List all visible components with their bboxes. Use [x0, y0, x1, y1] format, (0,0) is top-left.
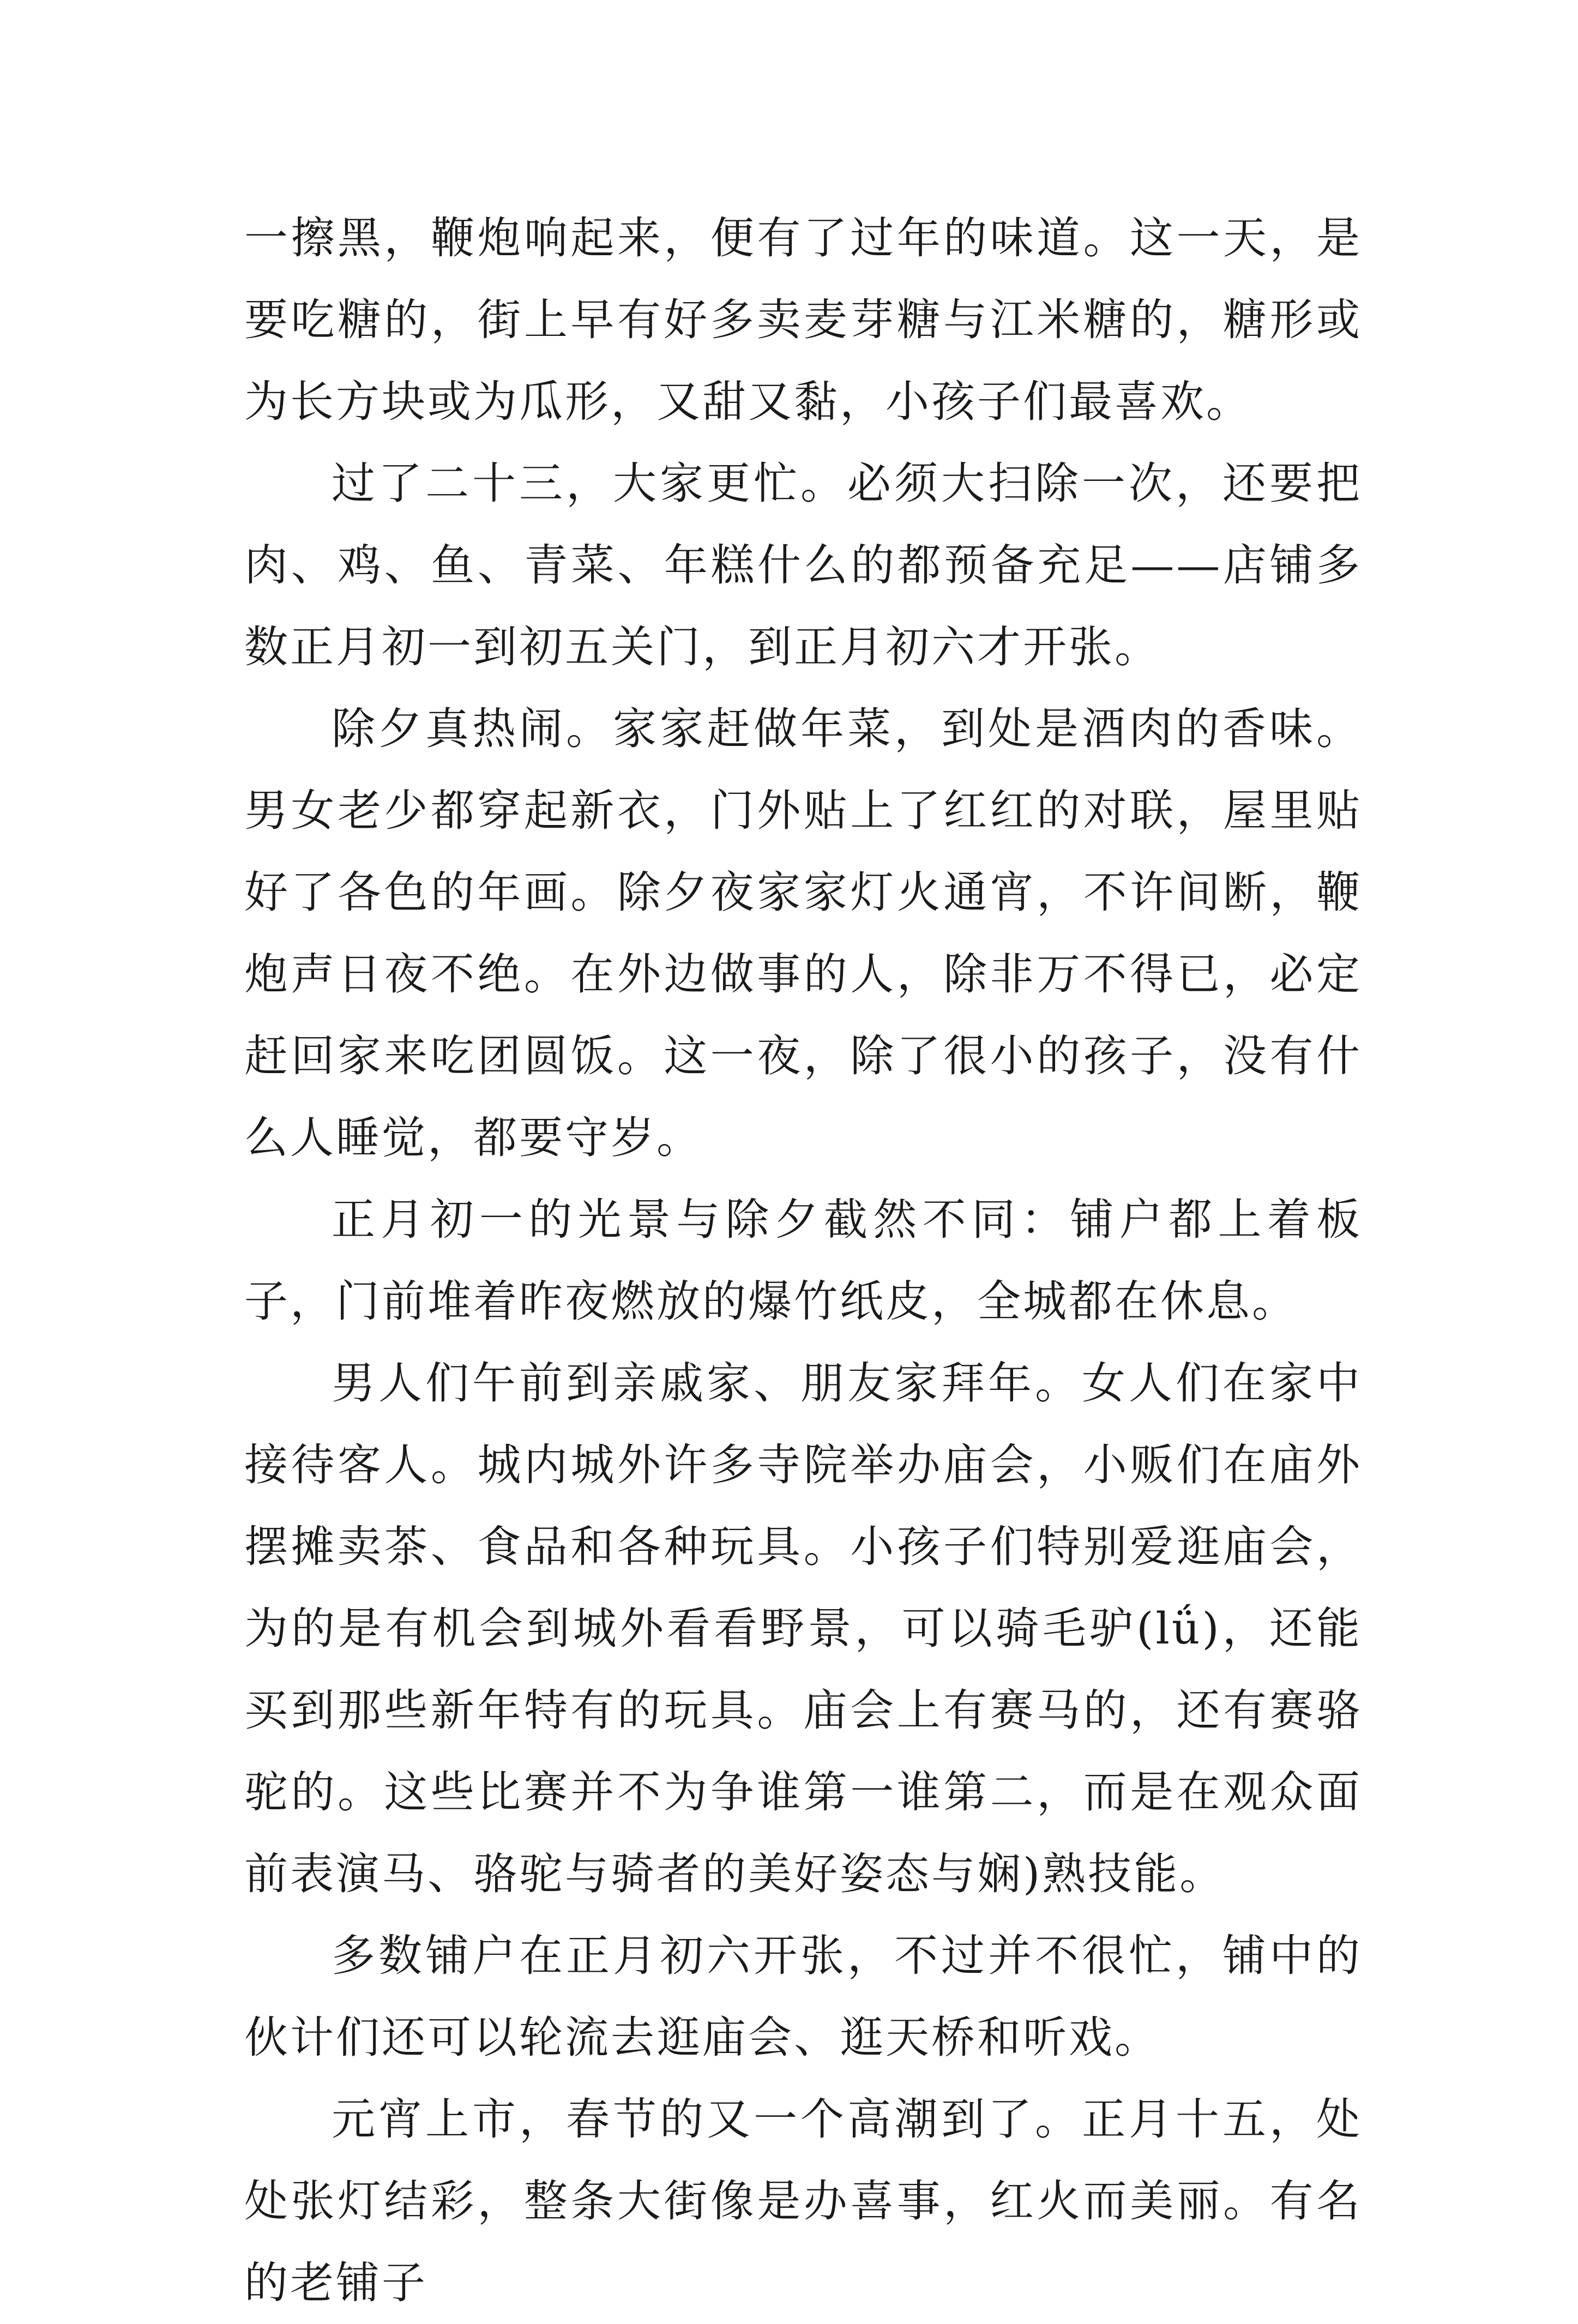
paragraph-5: 男人们午前到亲戚家、朋友家拜年。女人们在家中接待客人。城内城外许多寺院举办庙会，小贩们在庙外摆摊卖茶、食品和各种玩具。小孩子们特别爱逛庙会，为的是有机会到城外看看野景，可以骑毛驴(lǘ)，还能买到那些新年特有的玩具。庙会上有赛马的，还有赛骆驼的。这些比赛并不为争谁第一谁第二，而是在观众面前表演马、骆驼与骑者的美好姿态与娴)熟技能。	[244, 1358, 1362, 1899]
paragraph-2: 过了二十三，大家更忙。必须大扫除一次，还要把肉、鸡、鱼、青菜、年糕什么的都预备充足——店铺多数正月初一到初五关门，到正月初六才开张。	[244, 458, 1362, 672]
paragraph-4: 正月初一的光景与除夕截然不同：铺户都上着板子，门前堆着昨夜燃放的爆竹纸皮，全城都在休息。	[244, 1194, 1362, 1327]
paragraph-7: 元宵上市，春节的又一个高潮到了。正月十五，处处张灯结彩，整条大街像是办喜事，红火而美丽。有名的老铺子	[244, 2094, 1362, 2308]
paragraph-1: 一擦黑，鞭炮响起来，便有了过年的味道。这一天，是要吃糖的，街上早有好多卖麦芽糖与江米糖的，糖形或为长方块或为瓜形，又甜又黏，小孩子们最喜欢。	[244, 213, 1362, 427]
paragraph-6: 多数铺户在正月初六开张，不过并不很忙，铺中的伙计们还可以轮流去逛庙会、逛天桥和听戏。	[244, 1930, 1362, 2063]
article-body	[244, 197, 1362, 2324]
paragraph-3: 除夕真热闹。家家赶做年菜，到处是酒肉的香味。男女老少都穿起新衣，门外贴上了红红的对联，屋里贴好了各色的年画。除夕夜家家灯火通宵，不许间断，鞭炮声日夜不绝。在外边做事的人，除非万不得已，必定赶回家来吃团圆饭。这一夜，除了很小的孩子，没有什么人睡觉，都要守岁。	[244, 703, 1362, 1163]
